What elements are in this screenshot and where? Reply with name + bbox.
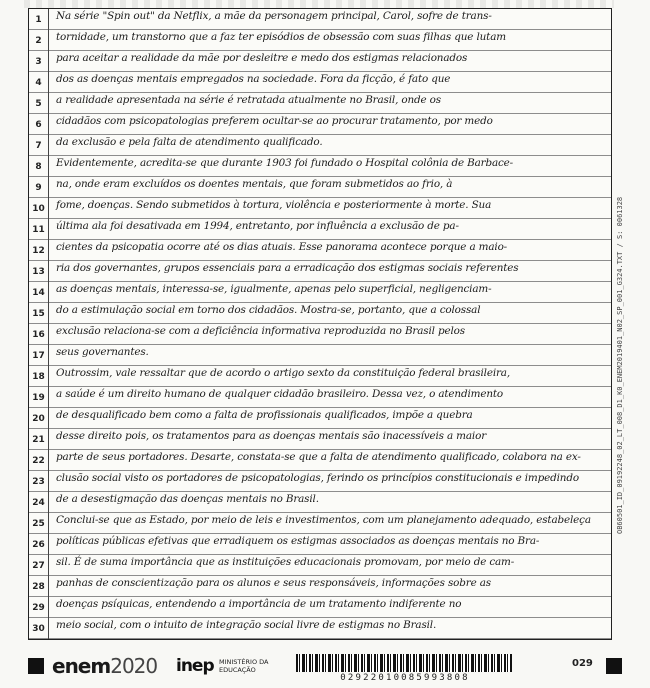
line-number: 8	[29, 156, 49, 177]
essay-line	[29, 471, 611, 492]
handwritten-text: as doenças mentais, interessa-se, igualmente, apenas pelo superficial, negligenciam-	[56, 283, 492, 295]
line-number: 25	[29, 513, 49, 534]
handwritten-text: cientes da psicopatia ocorre até os dias atuais. Esse panorama acontece porque a maio-	[56, 241, 508, 253]
line-number: 5	[29, 93, 49, 114]
handwritten-text: doenças psíquicas, entendendo a importância de um tratamento indiferente no	[56, 598, 462, 610]
line-number: 2	[29, 30, 49, 51]
line-number: 30	[29, 618, 49, 639]
barcode	[296, 654, 512, 672]
handwritten-text: clusão social visto os portadores de psicopatologias, ferindo os princípios constitucionais e impedindo	[56, 472, 579, 484]
line-number: 28	[29, 576, 49, 597]
handwritten-text: Evidentemente, acredita-se que durante 1903 foi fundado o Hospital colônia de Barbace-	[56, 157, 514, 169]
handwritten-text: tornidade, um transtorno que a faz ter episódios de obsessão com suas filhas que lutam	[56, 31, 506, 43]
line-number: 23	[29, 471, 49, 492]
essay-line	[29, 492, 611, 513]
essay-line	[29, 597, 611, 618]
handwritten-text: desse direito pois, os tratamentos para as doenças mentais são inacessíveis a maior	[56, 430, 487, 442]
line-number: 11	[29, 219, 49, 240]
handwritten-text: dos as doenças mentais empregados na sociedade. Fora da ficção, é fato que	[56, 73, 451, 85]
essay-line	[29, 9, 611, 30]
essay-line	[29, 576, 611, 597]
top-border-strip	[24, 0, 614, 8]
essay-line	[29, 261, 611, 282]
handwritten-text: do a estimulação social em torno dos cidadãos. Mostra-se, portanto, que a colossal	[56, 304, 481, 316]
handwritten-text: sil. É de suma importância que as instituições educacionais promovam, por meio de cam-	[56, 556, 515, 568]
line-number: 16	[29, 324, 49, 345]
handwritten-text: a realidade apresentada na série é retratada atualmente no Brasil, onde os	[56, 94, 441, 106]
essay-line	[29, 30, 611, 51]
essay-line	[29, 198, 611, 219]
alignment-marker-right	[606, 658, 622, 674]
page-number: 029	[572, 658, 593, 669]
essay-line	[29, 366, 611, 387]
handwritten-text: a saúde é um direito humano de qualquer cidadão brasileiro. Dessa vez, o atendimento	[56, 388, 503, 400]
essay-line	[29, 156, 611, 177]
essay-line	[29, 345, 611, 366]
line-number: 9	[29, 177, 49, 198]
line-number: 27	[29, 555, 49, 576]
enem-year: 2020	[110, 654, 158, 678]
essay-line	[29, 177, 611, 198]
handwritten-text: cidadãos com psicopatologias preferem ocultar-se ao procurar tratamento, por medo	[56, 115, 493, 127]
writing-area	[28, 8, 612, 640]
essay-line	[29, 450, 611, 471]
handwritten-text: políticas públicas efetivas que erradiquem os estigmas associados as doenças mentais no Bra-	[56, 535, 540, 547]
handwritten-text: da exclusão e pela falta de atendimento qualificado.	[56, 136, 323, 148]
footer	[0, 652, 650, 688]
line-number: 19	[29, 387, 49, 408]
essay-line	[29, 555, 611, 576]
essay-line	[29, 135, 611, 156]
essay-line	[29, 429, 611, 450]
essay-line	[29, 282, 611, 303]
handwritten-text: Na série "Spin out" da Netflix, a mãe da personagem principal, Carol, sofre de trans-	[56, 10, 492, 22]
essay-line	[29, 387, 611, 408]
handwritten-text: panhas de conscientização para os alunos e seus responsáveis, informações sobre as	[56, 577, 491, 589]
handwritten-text: para aceitar a realidade da mãe por desleitre e medo dos estigmas relacionados	[56, 52, 468, 64]
line-number: 10	[29, 198, 49, 219]
essay-line	[29, 114, 611, 135]
line-number: 22	[29, 450, 49, 471]
handwritten-text: de desqualificado bem como a falta de profissionais qualificados, impõe a quebra	[56, 409, 473, 421]
essay-line	[29, 303, 611, 324]
handwritten-text: Outrossim, vale ressaltar que de acordo o artigo sexto da constituição federal brasileira,	[56, 367, 511, 379]
line-number: 1	[29, 9, 49, 30]
essay-line	[29, 534, 611, 555]
line-number: 26	[29, 534, 49, 555]
essay-line	[29, 240, 611, 261]
line-number: 20	[29, 408, 49, 429]
essay-line	[29, 51, 611, 72]
handwritten-text: ria dos governantes, grupos essenciais para a erradicação dos estigmas sociais referentes	[56, 262, 519, 274]
line-number: 14	[29, 282, 49, 303]
line-number: 12	[29, 240, 49, 261]
line-number: 6	[29, 114, 49, 135]
handwritten-text: última ala foi desativada em 1994, entretanto, por influência a exclusão de pa-	[56, 220, 459, 232]
inep-logo: inep	[176, 656, 214, 676]
handwritten-text: fome, doenças. Sendo submetidos à tortura, violência e posteriormente à morte. Sua	[56, 199, 492, 211]
essay-line	[29, 324, 611, 345]
essay-line	[29, 93, 611, 114]
handwritten-text: na, onde eram excluídos os doentes mentais, que foram submetidos ao frio, à	[56, 178, 453, 190]
alignment-marker-left	[28, 658, 44, 674]
essay-line	[29, 219, 611, 240]
line-number: 15	[29, 303, 49, 324]
handwritten-text: Conclui-se que as Estado, por meio de leis e investimentos, com um planejamento adequado, estabeleça	[56, 514, 591, 526]
ministry-label: MINISTÉRIO DA EDUCAÇÃO	[219, 658, 269, 674]
handwritten-text: de a desestigmação das doenças mentais no Brasil.	[56, 493, 319, 505]
line-number: 13	[29, 261, 49, 282]
essay-line	[29, 618, 611, 639]
essay-line	[29, 408, 611, 429]
line-number: 17	[29, 345, 49, 366]
sheet-identifier: OB60501_ID_09192248_02_LT_008_D1_K0_ENEM2019401_N02_SP_001_G324.TXT / S: 0061328	[616, 196, 624, 534]
enem-logo: enem2020	[52, 654, 158, 678]
handwritten-text: meio social, com o intuito de integração social livre de estigmas no Brasil.	[56, 619, 437, 631]
line-number: 21	[29, 429, 49, 450]
line-number: 3	[29, 51, 49, 72]
essay-line	[29, 72, 611, 93]
barcode-number: 02922010085993808	[340, 673, 470, 683]
handwritten-text: seus governantes.	[56, 346, 149, 358]
line-number: 24	[29, 492, 49, 513]
line-number: 7	[29, 135, 49, 156]
line-number: 29	[29, 597, 49, 618]
handwritten-text: exclusão relaciona-se com a deficiência informativa reproduzida no Brasil pelos	[56, 325, 465, 337]
line-number: 18	[29, 366, 49, 387]
line-number: 4	[29, 72, 49, 93]
handwritten-text: parte de seus portadores. Desarte, constata-se que a falta de atendimento qualificado, colabora na ex-	[56, 451, 581, 463]
essay-line	[29, 513, 611, 534]
